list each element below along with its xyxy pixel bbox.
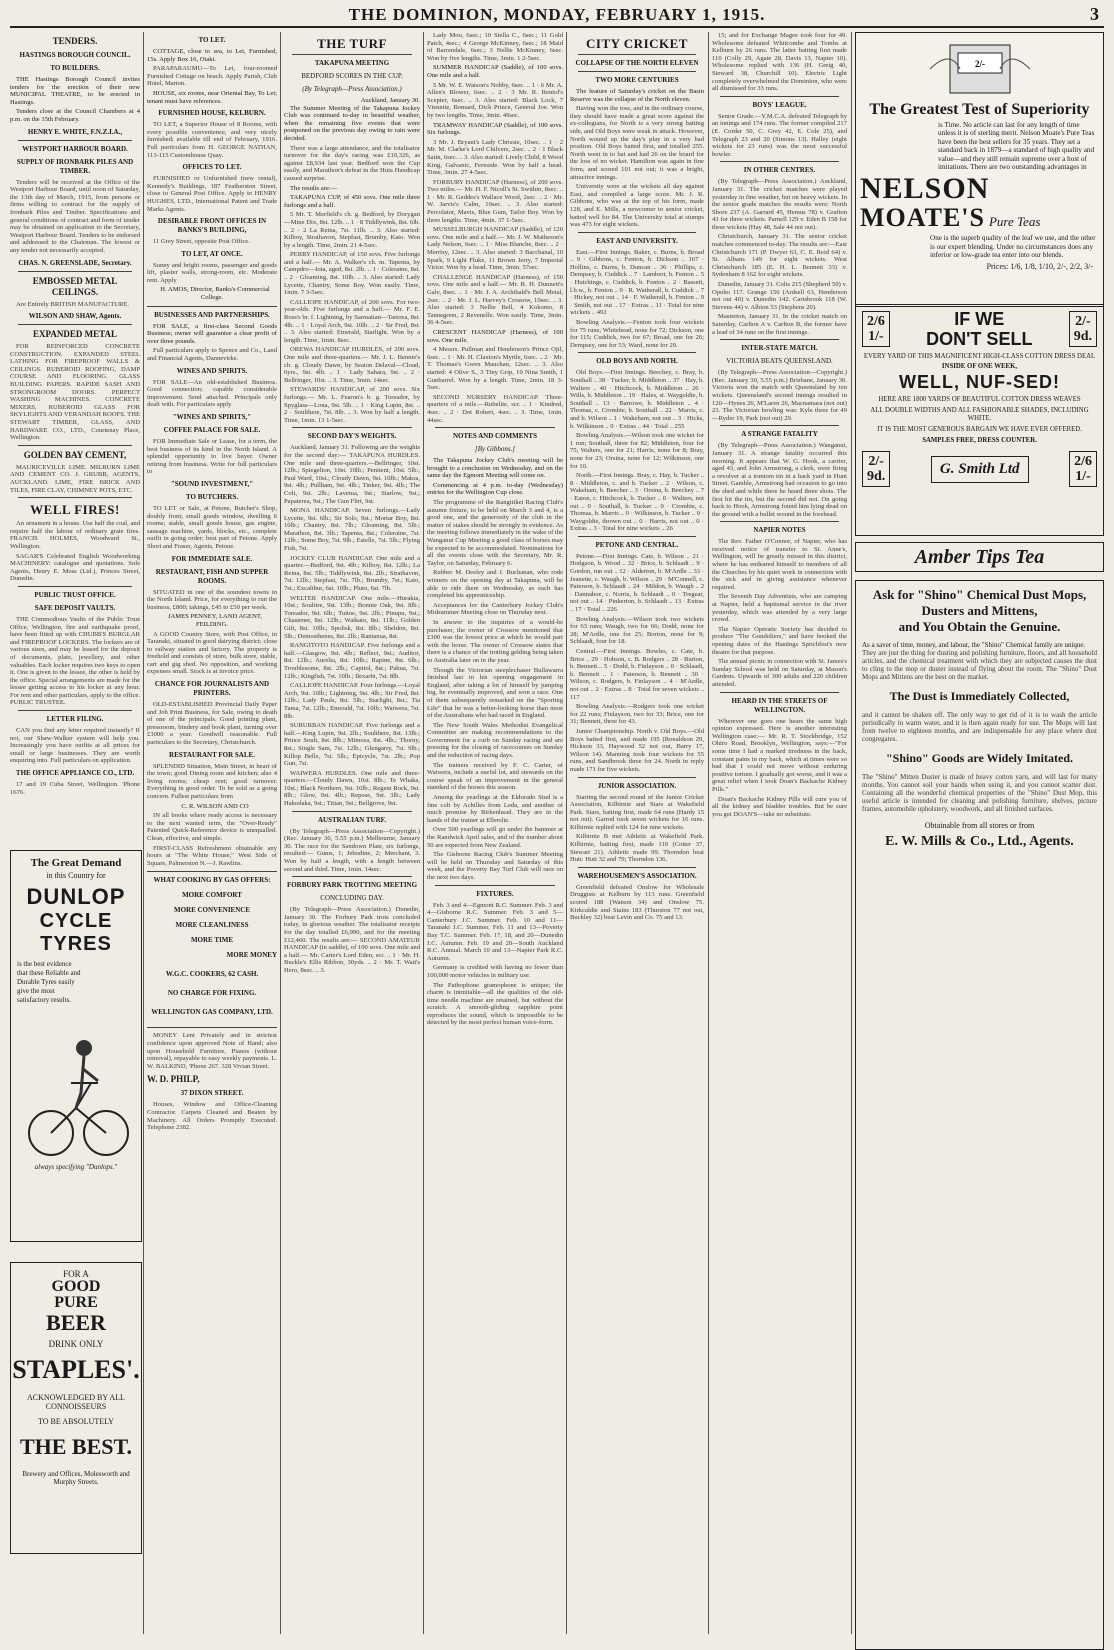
masthead-title: THE DOMINION, MONDAY, FEBRUARY 1, 1915. — [348, 5, 766, 24]
notice-signature: HENRY E. WHITE, F.N.Z.I.A., — [27, 127, 123, 136]
classified-heading: FOR IMMEDIATE SALE. — [171, 554, 253, 563]
ad-signature: E. W. Mills & Co., Ltd., Agents. — [885, 834, 1074, 849]
section-heading: THE TURF — [317, 36, 387, 51]
notice-subheading: SUPPLY OF IRONBARK PILES AND TIMBER. — [16, 157, 134, 175]
article-text: Commencing at 4 p.m. to-day (Wednesday) entries for the Wellington Cup close. — [427, 481, 563, 497]
article-headline: AUSTRALIAN TURF. — [317, 815, 387, 824]
article-headline: OLD BOYS AND NORTH. — [596, 357, 678, 366]
cyclist-illustration-icon — [16, 1013, 136, 1163]
gas-ad-line: MORE TIME — [190, 936, 234, 945]
ad-headline: DON'T SELL — [926, 329, 1033, 349]
ad-brand: DUNLOP — [26, 884, 126, 909]
article-headline: NAPIER NOTES — [753, 526, 806, 535]
classified-heading: DESIRABLE FRONT OFFICES IN BANKS'S BUILDING, — [157, 217, 267, 235]
ad-text: ALL DOUBLE WIDTHS AND ALL FASHIONABLE SHADES, INCLUDING WHITE. — [870, 407, 1089, 422]
race-heading: TAKAPUNA CUP, of 450 sovs. One mile three furlongs and a half. — [284, 194, 420, 209]
section-heading: CITY CRICKET — [586, 36, 688, 51]
price-tag: 9d. — [867, 469, 886, 484]
ad-heading: PUBLIC TRUST OFFICE. — [34, 590, 116, 599]
ad-heading: WELL FIRES! — [30, 502, 120, 518]
gas-ad-heading: WHAT COOKING BY GAS OFFERS: — [153, 876, 271, 885]
ad-line: PURE — [54, 1294, 98, 1311]
classified-heading: "WINES AND SPIRITS," — [172, 413, 252, 421]
ad-line: The Great Demand — [30, 857, 122, 869]
ad-brand-tagline: Pure Teas — [988, 214, 1041, 230]
gas-ad-line: W.G.C. COOKERS, 62 CASH. — [165, 970, 259, 979]
ad-headline: Ask for "Shino" Chemical Dust Mops, Dusters and Mittens, — [872, 587, 1087, 618]
section-heading: TENDERS. — [52, 36, 98, 46]
article-headline: PETONE AND CENTRAL. — [595, 540, 679, 549]
ad-text: One is the superb quality of the leaf we use, and the other is our expert blending. Under no circumstances does any inferior or low-grade tea enter into our blends. — [930, 234, 1096, 260]
classified-text: COTTAGE, close to sea, to Let, Furnished, 15s. Apply Box 16, Otaki. — [147, 48, 277, 63]
page-number: 3 — [1090, 4, 1100, 24]
article-headline: BOYS' LEAGUE. — [752, 100, 807, 109]
section-heading: TO LET. — [198, 36, 226, 44]
ad-line: BEER — [46, 1310, 106, 1335]
article-headline: FORBURY PARK TROTTING MEETING — [286, 881, 418, 890]
article-text: The results are:— — [290, 184, 338, 192]
classified-heading: W. D. PHILP, — [147, 1074, 200, 1085]
ad-heading: EXPANDED METAL — [33, 329, 117, 340]
ad-text: As a saver of time, money, and labour, the "Shino" Chemical family are unique. — [862, 641, 1086, 649]
dunlop-advertisement — [10, 850, 142, 1242]
classified-text: HOUSE, six rooms, near Oriental Bay, To Let; tenant must have references. — [147, 89, 277, 105]
classified-heading: COFFEE PALACE FOR SALE. — [163, 426, 261, 434]
ad-text: INSIDE OF ONE WEEK, — [941, 363, 1018, 370]
ad-line: FOR A — [63, 1269, 89, 1279]
article-text: The Summer Meeting of the Takapuna Jockey Club was continued to-day in beautiful weather, when the remaining five events that were postponed on the previous day owing to rain were decided. — [284, 104, 420, 142]
section-heading: BUSINESSES AND PARTNERSHIPS. — [154, 310, 270, 319]
notice-signature: CHAS. N. GREENSLADE, Secretary. — [18, 258, 132, 267]
ad-brand: TYRES — [40, 933, 112, 955]
column-rule — [143, 32, 144, 1634]
classified-text: JAMES PENNEY, LAND AGENT, FEILDING. — [167, 613, 263, 628]
article-headline: IN OTHER CENTRES. — [743, 166, 816, 175]
tea-packet-icon — [920, 39, 1040, 99]
column-rule — [566, 32, 567, 1634]
classified-heading: OFFICES TO LET. — [182, 163, 242, 172]
ad-brand: NELSON — [860, 172, 990, 206]
ad-heading: LETTER FILING. — [46, 715, 104, 724]
price-tag: 1/- — [868, 329, 884, 344]
ad-text: SAMPLES FREE, DRESS COUNTER. — [922, 437, 1037, 444]
ad-headline: "Shino" Goods are Widely Imitated. — [885, 751, 1074, 765]
ad-headline: WELL, NUF-SED! — [899, 372, 1060, 392]
article-headline: HEARD IN THE STREETS OF WELLINGTON. — [731, 696, 828, 714]
classified-heading: WINES AND SPIRITS. — [176, 366, 248, 375]
notice-heading: HASTINGS BOROUGH COUNCIL. — [19, 51, 131, 59]
article-headline: COLLAPSE OF THE NORTH ELEVEN — [575, 59, 699, 67]
price-tag: 2/- — [868, 454, 884, 469]
notice-text: Tenders close at the Council Chambers at 4 p.m. on the 15th February. — [10, 108, 140, 123]
gas-ad-line: MORE CONVENIENCE — [173, 906, 251, 915]
notice-subheading: TO BUILDERS. — [50, 64, 100, 72]
g-smith-dress-advertisement — [855, 304, 1104, 536]
ad-brand: MOATE'S — [860, 203, 985, 233]
race-heading: SUMMER HANDICAP (Saddle), of 100 sovs. One mile and a half. — [427, 64, 563, 79]
ad-headline: The Greatest Test of Superiority — [869, 101, 1090, 118]
ad-agents: WILSON AND SHAW, Agents. — [28, 312, 122, 321]
amber-tips-tea-advertisement — [855, 542, 1104, 572]
shino-dust-mops-advertisement: Ask for "Shino" Chemical Dust Mops, Dusters and Mittens, and You Obtain the Genuine. As a saver of time, money, and labour, the "Shino" Chemical family are unique. They are just the thing for dusting and polishing furniture, floors, and all household articles, and the chemical treatment with which they are subjected causes the dust to cling to the mop or duster instead of flying about the room. The "Shino" Dust Mops and Mittens are the best on the market. The Dust is Immediately Collected, and it cannot be shaken off. The only way to get rid of it is to wash the article periodically in warm water, and it is then again ready for use. The Mops will last from twelve to eighteen months, and are indispensable for any place where dust congregates. "Shino" Goods are Widely Imitated. The "Shino" Mitten Duster is made of heavy cotton yarn, and will last for many months. You cannot soil your hands when using it, and you cannot scatter dust. Containing all the wonderful chemical properties of the "Shino" Dust Mop, this useful article is intended for cleaning and polishing furniture, shelves, picture frames, automobile upholstery, woodwork, and all finished surfaces. Obtainable from all stores or from E. W. Mills & Co., Ltd., Agents. — [855, 580, 1104, 1650]
ad-text: always specifying "Dunlops." — [34, 1163, 118, 1171]
ad-text: HERE ARE 1800 YARDS OF BEAUTIFUL COTTON DRESS WEAVES — [878, 396, 1081, 403]
ad-line: THE BEST. — [19, 1434, 133, 1459]
column-rule — [280, 32, 281, 1634]
race-heading: CRESCENT HANDICAP (Harness), of 100 sovs. One mile. — [427, 328, 563, 344]
ad-headline: The Dust is Immediately Collected, — [889, 689, 1070, 703]
gas-ad-line: MORE MONEY — [226, 951, 277, 960]
article-headline: FIXTURES. — [476, 889, 514, 898]
article-headline: TAKAPUNA MEETING — [314, 59, 390, 67]
ad-brand: CYCLE — [39, 910, 113, 932]
ad-line: GOOD — [51, 1278, 101, 1295]
ad-heading: GOLDEN BAY CEMENT, — [23, 449, 127, 460]
gas-ad-line: MORE COMFORT — [182, 891, 242, 900]
article-text: The feature of Saturday's cricket on the Basin Reserve was the collapse of the North eleven. — [570, 88, 704, 103]
ad-headline: and You Obtain the Genuine. — [898, 619, 1061, 634]
article-text: The Takapuna Jockey Club's meeting will be brought to a conclusion on Wednesday, and on the same day the Egmont Meeting will come on. — [427, 457, 563, 480]
classified-heading: 37 DIXON STREET. — [180, 1089, 244, 1098]
article-headline: INTER-STATE MATCH. — [741, 344, 818, 353]
ad-heading: EMBOSSED METAL CEILINGS. — [32, 275, 118, 297]
column-classifieds: TO LET. COTTAGE, close to sea, to Let, Furnished, 15s. Apply Box 16, Otaki. PARAPARAUMU—To Let, four-roomed Furnished Cottage on beach. Apply Parish, Club Hotel, Marton. HOUSE, six rooms, near Oriental Bay, To Let; tenant must have references. FURNISHED HOUSE, KELBURN. TO LET, a Superior House of 8 Rooms, with every possible convenience, and very nicely furnished; available till end of February, 1916. Full particulars from H. GEORGE NATHAN, 113-115 Customhouse Quay. OFFICES TO LET. FURNISHED or Unfurnished (new rental), Kennedy's Buildings, 187 Featherston Street, close to General Post Office. Apply to HENRY HUGHES, LTD., International Patent and Trade Marks Agents. DESIRABLE FRONT OFFICES IN BANKS'S BUILDING, 11 Grey Street, opposite Post Office. TO LET, AT ONCE. Sunny and bright rooms, passenger and goods lift, plaster walls, strong-room, etc. Moderate rent. Apply H. AMOS, Director, Banks's Commercial College. BUSINESSES AND PARTNERSHIPS. FOR SALE, a first-class Second Goods Business; owner will guarantee a clear profit of over three pounds. Full particulars apply to Spence and Co., Land and Financial Agents, Dannevirke. WINES AND SPIRITS. FOR SALE—An old-established Business. Good connection; capable considerable improvement. Send attached. Principals only dealt with. For particulars apply "WINES AND SPIRITS," COFFEE PALACE FOR SALE. FOR Immediate Sale or Lease, for a term, the best business of its kind in the North Island. A splendid opportunity to live buyer. Owner retiring from business. Write for full particulars to "SOUND INVESTMENT," TO BUTCHERS. TO LET or Sale, at Petone, Butcher's Shop, doubly front; small goods window, dwelling 6 rooms; stable, small goods house, gas engine, sausage machine, yards, blocks, etc., complete outfit in going order; best part of Petone. Apply Short and Fraser, Agents, Petone. FOR IMMEDIATE SALE. RESTAURANT, FISH AND SUPPER ROOMS. SITUATED in one of the soundest towns in the North Island. Price, for everything to run the business, £800; takings, £45 to £50 per week. JAMES PENNEY, LAND AGENT, FEILDING. A GOOD Country Store, with Post Office, in Taranaki, situated in good dairying district; close to railway station and factory. The property is freehold and consists of store, bulk store, stable, cart and gig shed. No opposition, and working expenses small. Stock is at invoice price. CHANCE FOR JOURNALISTS AND PRINTERS. OLD-ESTABLISHED Provincial Daily Paper and Job Print Business, for Sale, owing to death of one of the principals. Good printing plant, pressroom, bindery and book plant, turning over £3000 a year. Goodwill reasonable. Full particulars to the Secretary, Christchurch. RESTAURANT FOR SALE. SPLENDID Situation, Main Street, in heart of the town; good Dining room and kitchen; also 4 living rooms; cheap rent; good turnover. Everything in good order. To be sold as a going concern. Fullest particulars from C. R. WILSON AND CO IN all books where ready access is necessary to the next wanted term, the "Over-Ready" Patented Quick-Reference device is unequalled. Clean, effective, and simple. FIRST-CLASS Refreshment obtainable any hours at "The White House," West Side of Square, Palmerston N.—J. Rawlins. WHAT COOKING BY GAS OFFERS: MORE COMFORT MORE CONVENIENCE MORE CLEANLINESS MORE TIME MORE MONEY W.G.C. COOKERS, 62 CASH. NO CHARGE FOR FIXING. WELLINGTON GAS COMPANY, LTD. MONEY Lent Privately and in strictest confidence upon approved Note of Hand; also upon Household Furniture, Pianos (without removal), repayable to easy weekly payments. L. W. BALKIND, 'Phone 267. 328 Vivian Street. W. D. PHILP, 37 DIXON STREET. Houses, Window and Office-Cleaning Contractor. Carpets Cleaned and Beaten by Machinery. All Orders Promptly Executed. Telephone 2382. — [147, 36, 277, 1132]
store-logo: G. Smith Ltd — [931, 456, 1029, 483]
ad-line: in this Country for — [46, 871, 106, 880]
classified-text: FOR SALE, a first-class Second Goods Business; owner will guarantee a clear profit of over three pounds. — [147, 322, 277, 345]
ad-text: is the best evidence that these Reliable and Durable Tyres easily give the most satisfactory results. — [17, 960, 81, 1004]
ad-signature: THE OFFICE APPLIANCE CO., LTD. — [15, 769, 135, 778]
price-tag: 2/6 — [867, 314, 885, 329]
column-tenders: TENDERS. HASTINGS BOROUGH COUNCIL. TO BUILDERS. THE Hastings Borough Council invites tenders for the erection of their new MUNICIPAL THEATRE, to be erected in Hastings. Tenders close at the Council Chambers at 4 p.m. on the 15th February. HENRY E. WHITE, F.N.Z.I.A., WESTPORT HARBOUR BOARD. SUPPLY OF IRONBARK PILES AND TIMBER. Tenders will be received at the Office of the Westport Harbour Board, until noon of Saturday, the 13th day of March, 1915, from persons or firms willing to contract for the supply of Ironbark Piles and Timber. Specifications and general conditions of contract and form of tender may be obtained on application to the Secretary, Westport Harbour Board. Tenders to be endorsed and addressed to the Chairman. The lowest or any tender not necessarily accepted. CHAS. N. GREENSLADE, Secretary. EMBOSSED METAL CEILINGS. Are Entirely BRITISH MANUFACTURE. WILSON AND SHAW, Agents. EXPANDED METAL FOR REINFORCED CONCRETE CONSTRUCTION. EXPANDED STEEL LATHING FOR FIREPROOF WALLS & CEILINGS. RUBEROID ROOFING, DAMP COURSE AND FLOORING. GLASS BUILDING PAPERS. RAPIDE SASH AND STRONGROOM DOORS. PERFECT WASHING MACHINES. CONCRETE MIXERS, RUBEROID GLASS FOR SKYLIGHTS AND VERANDAH ROOFS. THE STEWART TIMBER, GLASS, AND HARDWARE CO., LTD., Courtenay Place, Wellington. GOLDEN BAY CEMENT, MAURICEVILLE LIME. MILBURN LIME AND CEMENT CO. J. GRUBB, AGENTS, AUCKLAND. LIME, FIRE BRICK AND TILES, FIRE CLAY, CHIMNEY POTS, ETC. WELL FIRES! An ornament in a house. Use half the coal, and require half the labour of ordinary grate fires. FRANCIS HOLMES, Woodward St., Wellington. SAGAR'S Celebrated English Woodworking MACHINERY: catalogue and quotations. Sole Agents, Henry E. Moss (Ltd.), Princes Street, Dunedin. PUBLIC TRUST OFFICE. SAFE DEPOSIT VAULTS. THE Commodious Vaults of the Public Trust Office, Wellington, fire and earthquake proof, have been fitted up with CHUBB'S BURGLAR and FIREPROOF LOCKERS. The lockers are of various sizes, and may be leased for the deposit of documents, plate, jewellery, and other valuables. Each locker requires two keys to open it. One is given to the lessee, the other is held by the office. Special arrangements are made for the lessee getting access to his locker at any hour. For rent and other particulars, apply to the office. PUBLIC TRUSTEE. LETTER FILING. CAN you find any letter required instantly? If not, our Shaw-Walker system will help you. Increasingly you have outfits at all prices for small or large businesses. They are worth enquiring into. Full particulars on application. THE OFFICE APPLIANCE CO., LTD. 17 and 19 Cuba Street, Wellington. 'Phone 1676. — [10, 36, 140, 796]
classified-heading: TO BUTCHERS. — [186, 492, 238, 501]
advertisement-column — [855, 32, 1104, 1634]
classified-heading: "SOUND INVESTMENT," — [170, 479, 254, 488]
gas-ad-line: NO CHARGE FOR FIXING. — [167, 989, 257, 998]
dateline: Auckland, January 30. — [360, 97, 420, 104]
classified-heading: FURNISHED HOUSE, KELBURN. — [158, 109, 266, 118]
article-subheadline: BEDFORD SCORES IN THE CUP. — [301, 72, 403, 80]
column-sport-and-news: 15; and for Exchange Magee took four for 49. Wholesome defeated Whitcombe and Tombs at Kelburn by 26 runs. The latter batting first made 110 (Colly 29, Agate 28, Davis 13, Napier 10). Wholesome replied with 136 (H. Greig 40, Steward 38, Churchill 10). Electric Light completely overwhelmed the Dominion, who were all dismissed for 33 runs. BOYS' LEAGUE. Senior Grade.—Y.M.C.A. defeated Telegraph by an innings and 174 runs. The former compiled 217 (E. Corder 50, C. Grey 42, E. Cole 25), and Telegraph 23 and 20 (Simons 13). Halley (eight wickets for 23 runs) was the most successful bowler. IN OTHER CENTRES. (By Telegraph—Press Association.) Auckland, January 31. The cricket matches were played yesterday in fine weather, but on heavy wickets. In the senior grade matches the results were: North Shore 237 (A. Garrard 45, Hemus 78) v. Grafton 43 for three wickets. Parnell 129 v. Eden B 158 for three wickets (Hay 48, Sale 44 not out). Christchurch, January 31. The senior cricket matches commenced to-day. The results are:—East Christchurch 171 (P. Dwyer 63, C. E. Reid 64) v. St. Albans 149 for eight wickets. West Christchurch 185 (E. H. L. Bennett 33) v. Sydenham 8 162 for eight wickets. Dunedin, January 31. Colts 215 (Shepherd 50) v. Opoho 117. Grange 156 (Ardsell 63, Henderson not out 40) v. Dunedin 142. Carisbrook 118 (W. Stevens 44) v. Albion 53 (Stephens 20). Masterton, January 31. In the cricket match on Saturday, Carlton A v. Carlton B, the former have a lead of 34 runs on the first innings. INTER-STATE MATCH. VICTORIA BEATS QUEENSLAND. (By Telegraph—Press Association—Copyright.) (Rec. January 30, 5.55 p.m.) Brisbane, January 30. Victoria won the match with Queensland by ten wickets. Queensland's second innings resulted in 120—Hynes 26, M'Laren 26, Macnamara (not out) 23. The Victorian bowling was: Kyle three for 49—Ryder 19, Park (not out) 29. A STRANGE FATALITY (By Telegraph—Press Association.) Wanganui, January 31. A strange fatality occurred this morning. It appears that W. G. Hook, a carrier, aged 43, and John Armstrong, a clerk, were firing a revolver at a tomtom tin in a back yard in Hunt Street. Gamble, Armstrong had occasion to go into the shed and while there he heard three shots. The first hit the tin, but the second did not. On going back to Hook, Armstrong found him lying dead on the ground with a bullet wound in the forehead. NAPIER NOTES The Rev. Father O'Connor, of Napier, who has received notice of transfer to St. Anne's, Wellington, will be greatly missed in this district, where he has endeared himself to members of all the Churches by his quiet work in connection with the sick and in giving assistance whenever required. The Seventh Day Adventists, who are camping at Napier, held a baptismal service in the river yesterday, which was attended by a very large crowd. The Napier Operatic Society has decided to produce "The Gondoliers," and have booked the opening dates of the Hastings Sprichfest's new theatre for that purpose. The annual picnic in connection with St. James's Sunday School was held on Saturday, at Mason's Gardens. Upwards of 300 adults and 220 children attended. HEARD IN THE STREETS OF WELLINGTON. Wherever one goes one hears the same high opinion expressed. Here is another interesting Wellington case:— Mr. R. T. Stockbridge, 152 Ohiro Road, Brooklyn, Wellington, says:—"For some time I had a marked tiredness in the back, constant pains in my back, which at times were so bad that I could not move without enduring positive torture. I gradually got worse, and it was a great relief when I took Doan's Backache Kidney Pills." Doan's Backache Kidney Pills will cure you of all the kidney and bladder troubles. But be sure you get DOAN'S—take no substitute. — [712, 32, 847, 818]
price-tag: 2/6 — [1074, 454, 1092, 469]
ad-text: EVERY YARD OF THIS MAGNIFICENT HIGH-CLASS COTTON DRESS DEAL — [863, 353, 1096, 360]
column-rule — [423, 32, 424, 1634]
race-heading: TRAMWAY HANDICAP (Saddle), of 100 sovs. Six furlongs. — [427, 121, 563, 137]
gas-ad-line: WELLINGTON GAS COMPANY, LTD. — [151, 1008, 273, 1017]
gas-ad-line: MORE CLEANLINESS — [175, 921, 249, 930]
ad-line: TO BE ABSOLUTELY — [38, 1417, 114, 1426]
classified-heading: TO LET, AT ONCE. — [181, 249, 243, 258]
price-tag: 9d. — [1073, 329, 1092, 344]
ad-line: Brewery and Offices, Molesworth and Murphy Streets. — [22, 1470, 130, 1486]
classified-text: C. R. WILSON AND CO — [181, 802, 249, 810]
nelson-moate-tea-advertisement — [855, 32, 1104, 307]
ad-line: ACKNOWLEDGED BY ALL CONNOISSEURS — [27, 1393, 125, 1411]
article-subheadline: VICTORIA BEATS QUEENSLAND. — [726, 357, 833, 366]
ad-brand: Amber Tips Tea — [914, 545, 1045, 568]
price-tag: 1/- — [1075, 469, 1091, 484]
article-headline: SECOND DAY'S WEIGHTS. — [307, 432, 397, 441]
staples-beer-advertisement — [10, 1262, 142, 1554]
classified-text: H. AMOS, Director, Banks's Commercial College. — [160, 286, 270, 302]
article-headline: WAREHOUSEMEN'S ASSOCIATION. — [577, 871, 697, 880]
column-turf-continued: Lady Moo, 6sec.; 10 Stella C., 6sec.; 11 Gold Patch, 4sec.; 4 George McKinney, 6sec.; 18 Maid of Barrendale, 6sec.; 3 Nellie McKinney, 6sec. Won by five lengths. Time, 3min. 1 2-5sec. SUMMER HANDICAP (Saddle), of 100 sovs. One mile and a half. 5 Mr. W. E. Watson's Nobby, 6sec. .. 1 · 6 Mr. A. Allen's Blower, 6sec. .. 2 · 3 Mr. R. Rentol's Scepter, 6sec. .. 3. Also started: Black Lock, 7 Viennite, Bomard, Dick Prince, General Joe. Won by two lengths. Time, 3min. 49sec. TRAMWAY HANDICAP (Saddle), of 100 sovs. Six furlongs. 3 Mr. J. Bryant's Lady Chrissie, 10sec. .. 1 · 2 Mr. M. Clarke's Lord Chilvers, 2sec. .. 2 · 1 Black Satin, 6sec. .. 3. Also started: Lively Child, 8 Wood King, Galvanic, Fernside. Won by half a head. Time, 3min. 27 4-5sec. FORBURY HANDICAP (Harness), of 200 sovs. Two miles.— Mr. H. F. Nicoll's St. Swithin, 8sec. .. 1 · Mr. R. Geddes's Wallace Wood, 2sec. .. 2 · Mr. W. Jarvis's Calm, 10sec. .. 3. Also started: Percolator, Mavis, Blue Gum, Tailor Boy. Won by three lengths. Time, 4min. 37 1-5sec. MUSSELBURGH HANDICAP (Saddle), of 120 sovs. One mile and a half.— Mr. J. W. Matheson's Lady Nelson, 6sec. .. 1 · Miss Blanche, 8sec. .. 2 · Merrisy, 12sec. .. 3. Also started: 3 Bacchanal, 10 Spark, 9 Light Fluke, 11 Brown Jerry, 7 Imperial Victor. Won by a head. Time, 3min. 57sec. CHALLENGE HANDICAP (Harness), of 150 sovs. One mile and a half.— Mr. R. H. Dunnett's Galv, 8sec. .. 1 · Mr. J. A. Archibald's Bell Metal, 2sec. .. 2 · Mr. J. L. Harvey's Crossow, 10sec. .. 3. Also started: 3 Nellie Bell, 4 Kokomo, 8 Tannegrem, 2 Revenelle. Won easily. Time, 3min. 36 4-5sec. CRESCENT HANDICAP (Harness), of 100 sovs. One mile. 4 Messrs. Pullman and Henderson's Prince Ojil, 6sec. .. 1 · Mr. H. Claxton's Myrtle, 6sec. .. 2 · Mr. T. Thomas's Gwen Mauchan, 12sec. .. 3. Also started: 4 Olive S., 3 Tiny Grip, 10 Nina Smith, 1 Gunbarrel. Won by a length. Time, 2min. 18 3-5sec. SECOND NURSERY HANDICAP. Three-quarters of a mile.—Rubelite, scr. .. 1 · Kindred, 4sec. .. 2 · Dot Robert, 4sec. .. 3. Time, 1min. 44sec. NOTES AND COMMENTS [By Gibbons.] The Takapuna Jockey Club's meeting will be brought to a conclusion on Wednesday, and on the same day the Egmont Meeting will come on. Commencing at 4 p.m. to-day (Wednesday) entries for the Wellington Cup close. The programme of the Rangitikei Racing Club's autumn fixture, to be held on March 3 and 4, is a good one, and the generosity of the club in the matter of stakes should be strongly in evidence. As the meeting follows immediately in the wake of the Wanganui Cup Meeting a good class of horses may be expected to be accommodated. Nominations for all the events close with the Secretary, Mr. R. Taylor, on Saturday, February 6. Rubber M. Deeley and J. Buchanan, who rode winners on the opening day at Takapuna, will be able to ride there on Wednesday, as each has completed his apprenticeship. Acceptances for the Canterbury Jockey Club's Midsummer Meeting close on Thursday next. In answer to the inquiries of a would-be purchaser, the owner of Crossow mentioned that £300 was the lowest price at which he would part with the horse. The owner of Crossow states that there is a chance of the trotting gelding being taken to Australia later on in the year. Though the Victorian steeplechaser Bullawarra finished last in his opening engagement in England, after taking a lot of himself by jumping big, he eventually improved, and won a race. One of them subsequently remarked on the "Sporting Life" that he was a better-looking horse than most of the Australians who had raced in England. The New South Wales Methodist Evangelical Committee are making recommendations to the Government for a curb on Sunday racing and are pressing for the closing of racecourses on Sunday and the reduction of racing days. The trainers received by F. C. Carter, of Waiwera, include a useful lot, and stewards on the course speak of an improvement in the general standard of the horses this season. Among the yearlings at the Eldorado Stud is a fine colt by Achilles from Leda, and another of much promise by Birkenhead. They are in the hands of the trainer at Ellerslie. Over 500 yearlings will go under the hammer at the Randwick April sales, and of the number about 50 are expected from New Zealand. The Gisborne Racing Club's Summer Meeting will be held on Thursday and Saturday of this week, and the Poverty Bay Turf Club will race on the next two days. FIXTURES. Feb. 3 and 4—Egmont R.C. Summer. Feb. 3 and 4—Gisborne R.C. Summer. Feb. 3 and 5—Canterbury J.C. Summer. Feb. 10 and 11—Taranaki J.C. Summer. Feb. 11 and 13—Poverty Bay T.C. Summer. Feb. 17, 18, and 20—Dunedin J.C. Autumn. Feb. 19 and 20—South Auckland R.C. Annual. March 10 and 13—Napier Park R.C. Autumn. Germany is credited with having no fewer than 100,000 motor vehicles in military use. The Pathophone gramophone is unique; the charm is inimitable—all the qualities of the old-time needle machine are retained, but without the scratch. A smooth-gliding sapphire point reproduces the sound, which is impossible to be detected by the most perfect human voice-form. — [427, 32, 563, 1027]
byline: [By Gibbons.] — [474, 445, 516, 454]
article-headline: EAST AND UNIVERSITY. — [596, 236, 678, 245]
column-rule — [851, 32, 852, 1634]
ad-text: is Time. No article can last for any length of time unless it is of sterling merit. Nelson Moate's Pure Teas have been the best sellers for 35 years. They set a standard back in 1879—a standard of high quality and value—and they still remain supreme over a host of imitations. There are two outstanding advantages in — [938, 121, 1095, 172]
ad-headline: IF WE — [954, 309, 1005, 329]
notice-heading: WESTPORT HARBOUR BOARD. — [22, 144, 128, 153]
ad-line: DRINK ONLY — [48, 1339, 104, 1349]
masthead — [10, 4, 1104, 28]
article-subheadline: CONCLUDING DAY. — [320, 894, 384, 903]
article-headline: A STRANGE FATALITY — [741, 430, 818, 439]
classified-heading: CHANCE FOR JOURNALISTS AND PRINTERS. — [154, 680, 270, 698]
ad-text: Obtainable from all stores or from — [924, 821, 1035, 830]
price-tag: 2/- — [1075, 314, 1091, 329]
column-city-cricket: CITY CRICKET COLLAPSE OF THE NORTH ELEVEN TWO MORE CENTURIES The feature of Saturday's cricket on the Basin Reserve was the collapse of the North eleven. Having won the toss, and in the ordinary course, they should have made a great score against the ex-collegians, for North is a very strong batting side, and Old Boys were weak in attack. However, North wound up the day's play in a very bad position. Old Boys batted first, and totalled 255. North went in to bat and had 26 on the board for the loss of no wicket. Hamilton was again in fine form, and scored 101 not out; it was a bright, attractive innings. University were at the wickets all day against East, and compiled a large score. Mr. J. R. Gibbons, who was at the top of his form, made 128, and E. Mills, a newcomer to senior cricket, batted well for 84. The University total at stumps was 473 for eight wickets. EAST AND UNIVERSITY. East.—First Innings. Baker, c. Burns, b. Broad .. 9 · Gibbons, c. Fenton, b. Dickson .. 167 · Hollins, c. Burns, b. Duncan .. 36 · Phillips, c. Dempsey, b. Cuddick .. 7 · Lambert, b. Fenton .. 5 · Hutchings, c. Cuddick, b. Fenton .. 2 · Bassett, l.b.w., b. Fenton .. 0 · R. Watherall, b. Cuddick .. 7 · Hickey, not out .. 14 · F. Watherall, b. Fenton .. 9 · Smith, not out .. 17 · Extras .. 11 · Total for nine wickets .. 492 Bowling Analysis.—Fenton took four wickets for 75 runs; Whitehead, none for 72; Dickson, one for 115; Cuddick, two for 67; Broad, one for 26; Dempsey, one for 53; Ward, none for 29. OLD BOYS AND NORTH. Old Boys.—First Innings. Beechey, c. Bray, b. Southall .. 38 · Tucker, b. Middleton .. 37 · Hay, b. Walters .. 40 · Hitchcock, b. Middleton .. 26 · Wills, b. Middleton .. 19 · Hales, st. Waygoldie, b. Southall .. 13 · Barrowe, b. Middleton .. 4 · Thomas, c. Crombie, b. Southall .. 22 · Marris, c. and b. Wilson .. 1 · Wakeham, not out .. 3 · Hicks, b. Wilkinson .. 0 · Extras .. 44 · Total .. 255 Bowling Analysis.—Wilson took one wicket for 1 run; Southall, three for 82; Middleton, four for 75; Walters, one for 21; Harris, none for 8; Bray, none for 23; Orsina, none for 12; Wilkinson, one for 10. North.—First Innings. Bray, c. Hay, b. Tucker .. 8 · Middleton, c. and b. Tucker .. 2 · Wilson, c. Wakeham, b. Beecher .. 3 · Orsina, b. Beechey .. 7 · Eaton, c. Hitchcock, b. Tucker .. 0 · Walters, not out .. 0 · Southall, b. Tucker .. 0 · Crombie, c. Thomas, b. Marris .. 0 · Wilkinson, b. Tucker .. 0 · Waygoldie, thrown out .. 0 · Harris, not out .. 0 · Extras .. 3 · Total for nine wickets .. 26 PETONE AND CENTRAL. Petone.—First Innings. Cate, b. Wilson .. 21 · Hodgson, b. Wood .. 32 · Brice, b. Schlaadt .. 9 · Gordon, run out .. 12 · Alderton, b. M'Ardle .. 33 · Jeanette, c. Waugh, b. Wilson .. 29 · M'Connell, c. Paterson, b. Schlaadt .. 24 · Mildon, b. Waugh .. 2 · Dannahoe, c. Norris, b. Schlaadt .. 0 · Tregear, not out .. 14 · Pinkerton, b. Schlaadt .. 13 · Extras .. 17 · Total .. 226 Bowling Analysis.—Wilson took two wickets for 63 runs; Waugh, two for 66; Dodd, none for 28; M'Ardle, one for 25; Borton, none for 9; Schlaadt, four for 18. Central.—First Innings. Bowles, c. Cate, b. Brice .. 29 · Hobson, c. B. Rodgers .. 28 · Burton, b. Bennett .. 5 · Dodd, b. Finlayson .. 0 · Schlaadt, b. Bennett .. 1 · Paterson, b. Bennett .. 30 · Wilson, c. Rodgers, b. Finlayson .. 4 · M'Ardle, not out .. 2 · Extras .. 8 · Total for seven wickets .. 117 Bowling Analysis.—Rodgers took one wicket for 22 runs; Finlayson, two for 33; Brice, one for 31; Bennett, three for 43. Junior Championship. North v. Old Boys.—Old Boys batted first, and made 195 (Ronaldson 29, Hickson 33, Haywood 52 not out, Barry 17, Wilson 14). Manning took four wickets for 55 runs, and Sandbrook three for 24. North in reply made 171 for five wickets. JUNIOR ASSOCIATION. Starting the second round of the Junior Cricket Association, Kilbirnie and Stars at Wakefield Park. Stars, batting first, made 64 runs (Hardy 15 not out). Garrod took seven wickets for 16 runs. Kilbirnie replied with 124 for nine wickets. Kilbirnie B met Athletic at Wakefield Park. Kilbirnie, batting first, made 110 (Cotter 37, Stewart 21). Athletic made 99. Thorndon beat Hutt: Hutt 32 and 79; Thorndon 136. WAREHOUSEMEN'S ASSOCIATION. Greenfield defeated Onslow for Wholesale Druggists at Kelburn by 113 runs. Greenfield scored 188 (Watson 34) and Onslow 75. Kirkcaldie and Stains 183 (Thurston 77 not out, Buckley 32) beat Levin and Co. 75 and 13. — [570, 36, 704, 922]
ad-text: IT IS THE MOST GENEROUS BARGAIN WE HAVE EVER OFFERED. — [877, 426, 1082, 433]
classified-heading: RESTAURANT FOR SALE. — [169, 750, 255, 759]
column-rule — [708, 32, 709, 1634]
article-headline: NOTES AND COMMENTS — [452, 432, 537, 441]
ad-subheading: SAFE DEPOSIT VAULTS. — [34, 603, 116, 612]
notice-text: THE Hastings Borough Council invites tenders for the erection of their new MUNICIPAL THEATRE, to be erected in Hastings. — [10, 76, 140, 106]
svg-text:2/-: 2/- — [974, 59, 985, 69]
article-headline: JUNIOR ASSOCIATION. — [597, 781, 677, 790]
article-headline: TWO MORE CENTURIES — [595, 76, 679, 84]
column-the-turf: THE TURF TAKAPUNA MEETING BEDFORD SCORES IN THE CUP. (By Telegraph—Press Association.) Auckland, January 30. The Summer Meeting of the Takapuna Jockey Club was continued to-day in beautiful weather, when the remaining five events that were postponed on the previous day owing to rain were decided. There was a large attendance, and the totalisator turnover for the day's racing was £10,326, as against £8,934 last year. Bedford won the Cup easily, and Marathon's defeat in the Huia Handicap caused surprise. The results are:— TAKAPUNA CUP, of 450 sovs. One mile three furlongs and a half. 5 Mr. T. Merfield's ch. g. Bedford, by Dorygan—Mine Dix, 8st. 12lb. .. 1 · 8 Tiddlywink, 8st. 6lb. .. 2 · 2 La Reina, 7st. 11lb. .. 3. Also started: Kilboy, Strathavon, Stepfast, Brumby, Kato. Won by a length. Time, 2min. 21 4-5sec. PERRY HANDICAP, of 150 sovs. Five furlongs and a half.— Mr. A. Walker's ch. m. Tapenta, by Campdro—Iota, aged, 8st. 2lb. .. 1 · Coleraine, 8st. .. 2 · Gloaming, 8st. 10lb. .. 3. Also started: Lady Lycette, Chantry, Some Boy. Won easily. Time, 1min. 7 3-5sec. CALLIOPE HANDICAP, of 200 sovs. For two-year-olds. Five furlongs and a half.— Mr. F. E. Ross's br. f. Lightning, by Sarmatian—Tarerea, 8st. 4lb. .. 1 · Loyal Arch, 9st. 10lb. .. 2 · Sir Fred, 8st. .. 3. Also started: Emerald, Starlight. Won by a length. Time, 1min. 8sec. OREWA HANDICAP HURDLES, of 200 sovs. One mile and three-quarters.— Mr. J. L. Bennie's ch. g. Cloudy Dawn, by Seaton Delaval—Cloud, 6yrs., 9st. 4lb. .. 1 · Lady Sahara, 9st. .. 2 · Bellringer, 10st. .. 3. Time, 3min. 14sec. STEWARDS' HANDICAP, of 200 sovs. Six furlongs.— Mr. L. Fearon's b. g. Toreador, by Spyglass—Lona, 9st. 5lb. .. 1 · King Lupin, 8st. .. 2 · Soulthere, 7st. 8lb. .. 3. Won by half a length. Time, 1min. 13 1-5sec. SECOND DAY'S WEIGHTS. Auckland, January 31. Following are the weights for the second day:— TAKAPUNA HURDLES. One mile and three-quarters.—Bellringer, 10st. 12lb.; Spiegelton, 10st. 10lb.; Penitent, 10st. 5lb.; Paul Ward, 10st.; Cloudy Dawn, 9st. 10lb.; Makra, 9st. 4lb.; Pullham, 9st. 4lb.; Tinker, 9st. 4lb.; The Colt, 9st. 2lb.; Lavetua, 9st.; Starlow, 9st.; Papaterea, 9st.; The Gun Flirt, 9st. MONA HANDICAP. Seven furlongs.—Lady Lycette, 9st. 6lb.; Sir Solo, 9st.; Mortar Boy, 8st. 10lb.; Chantry, 8st. 7lb.; Gloaming, 8st. 5lb.; Marathon, 8st. 3lb.; Tapenta, 8st.; Coleraine, 7st. 12lb.; Some Boy, 7st. 9lb.; Estelle, 7st. 5lb.; Flying Fish, 7st. JOCKEY CLUB HANDICAP. One mile and a quarter.—Bedford, 9st. 4lb.; Kilboy, 8st. 12lb.; La Reina, 8st. 5lb.; Tiddlywink, 8st. 2lb.; Strathavon, 7st. 12lb.; Stepfast, 7st. 7lb.; Brumby, 7st.; Kato, 7st.; Excalibur, 6st. 10lb.; Pluto, 6st. 7lb. WELTER HANDICAP. One mile.—Hurakia, 10st.; Soultire, 9st. 13lb.; Bonnie Oak, 9st. 8lb.; Toreador, 9st. 6lb.; Tuitoe, 9st. 2lb.; Pinupu, 9st.; Chastener, 8st. 12lb.; Waikato, 8st. 11lb.; Golden Gift, 8st. 10lb.; Spolisk, 8st. 8lb.; Sheldon, 8st. 5lb.; Demosthenes, 8st. 2lb.; Rantanua, 8st. RANGITOTO HANDICAP. Five furlongs and a half.—Glasgow, 9st. 4lb.; Reflect, 9st.; Auditor, 8st. 12lb.; Aurelia, 8st. 10lb.; Rapine, 8st. 6lb.; Troublesome, 8st. 2lb.; Capitol, 8st.; Pahua, 7st. 12lb.; Kingfish, 7st. 10lb.; Ilexarbi, 7st. 8lb. CALLIOPE HANDICAP. Four furlongs.—Loyal Arch, 9st. 10lb.; Lightning, 9st. 4lb.; Sir Fred, 8st. 12lb.; Lady Pauls, 8st. 5lb.; Starlight, 8st.; Tia Tama, 7st. 12lb.; Emerald, 7st. 10lb.; Waiwera, 7st. 8lb. SUBURBAN HANDICAP. Five furlongs and a half.—King Lupin, 9st. 2lb.; Soulthere, 8st. 13lb.; Prince Soult, 8st. 8lb.; Mimosa, 8st. 4lb.; Thorny, 8st.; Single Sam, 7st. 12lb.; Glengarry, 7st. 9lb.; Killop Belle, 7st. 5lb.; Epicycle, 7st. 2lb.; Pop Gun, 7st. WAIWERA HURDLES. One mile and three-quarters.—Cloudy Dawn, 10st. 8lb.; Te Whaka, 10st.; Black Northern, 9st. 10lb.; Regent Rock, 9st. 8lb.; Glow, 9st. 4lb.; Repose, 9st. 3lb.; Lady Hakodaka, 9st.; Titian, 9st.; Bellgrove, 9st. AUSTRALIAN TURF. (By Telegraph—Press Association—Copyright.) (Rec. January 30, 5.55 p.m.) Melbourne, January 30. The race for the Sandown Plate, six furlongs, resulted:— Gums, 1; Jebodine, 2; Merchant, 3. Won by half a length, with a length between second and third. Time, 1min. 14sec. FORBURY PARK TROTTING MEETING CONCLUDING DAY. (By Telegraph—Press Association.) Dunedin, January 30. The Forbury Park trots concluded today, in glorious weather. The totalisator receipts for the day totalled £6,990, and for the meeting £12,460. The results are:— SECOND AMATEUR HANDICAP (in saddle), of 100 sovs. One mile and a half.— Mr. Carter's Lord Eden, scr. .. 1 · Mr. H. Buckle's Ellis Ribbon, 30yds. .. 2 · Mr. T. Watt's Hero, 8sec. .. 3. — [284, 36, 420, 974]
ad-brand: STAPLES'. — [12, 1355, 140, 1384]
ad-prices: Prices: 1/6, 1/8, 1/10, 2/-, 2/2, 3/- — [986, 261, 1093, 271]
byline: (By Telegraph—Press Association.) — [302, 85, 402, 93]
classified-heading: RESTAURANT, FISH AND SUPPER ROOMS. — [155, 567, 269, 585]
